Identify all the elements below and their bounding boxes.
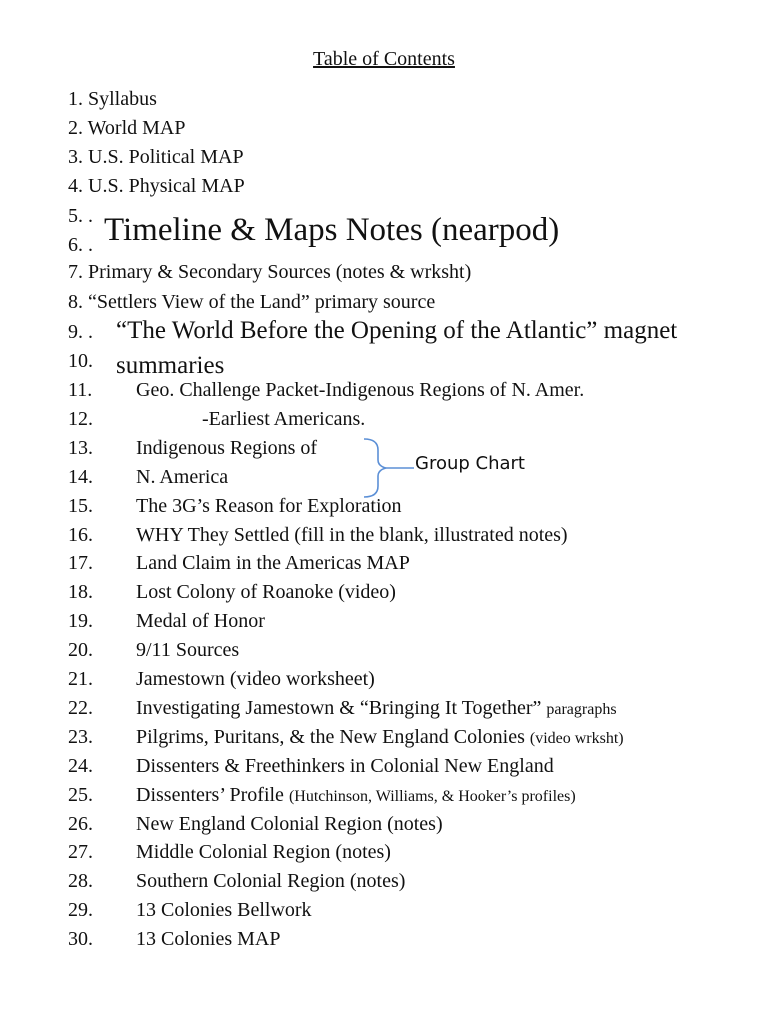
toc-entry-text: Middle Colonial Region (notes) bbox=[136, 841, 391, 863]
toc-entry-20 bbox=[136, 638, 239, 662]
toc-number-25: 25. bbox=[68, 784, 93, 806]
toc-item-6: 6. . bbox=[68, 234, 93, 256]
toc-entry-17 bbox=[136, 551, 410, 575]
toc-entry-text: Dissenters & Freethinkers in Colonial New England bbox=[136, 755, 554, 777]
toc-number-17: 17. bbox=[68, 552, 93, 574]
toc-entry-23 bbox=[136, 725, 624, 751]
toc-entry-text: Geo. Challenge Packet-Indigenous Regions of N. Amer. bbox=[136, 379, 585, 401]
toc-number-13: 13. bbox=[68, 437, 93, 459]
toc-entry-note: (Hutchinson, Williams, & Hooker’s profiles) bbox=[288, 788, 576, 805]
toc-entry-12 bbox=[202, 407, 365, 431]
toc-item-10: 10. bbox=[68, 350, 93, 372]
toc-entry-text: Investigating Jamestown & “Bringing It Together” bbox=[136, 697, 542, 719]
toc-number-19: 19. bbox=[68, 610, 93, 632]
toc-number-15: 15. bbox=[68, 495, 93, 517]
toc-number-29: 29. bbox=[68, 899, 93, 921]
toc-number-18: 18. bbox=[68, 581, 93, 603]
timeline-heading: Timeline & Maps Notes (nearpod) bbox=[104, 212, 560, 248]
toc-entry-text: New England Colonial Region (notes) bbox=[136, 813, 443, 835]
toc-entry-text: Indigenous Regions of bbox=[136, 437, 318, 459]
toc-number-12: 12. bbox=[68, 408, 93, 430]
toc-entry-note: paragraphs bbox=[546, 701, 617, 718]
toc-entry-text: Land Claim in the Americas MAP bbox=[136, 552, 410, 574]
toc-entry-14 bbox=[136, 465, 228, 489]
toc-entry-18 bbox=[136, 580, 396, 604]
toc-entry-note: (video wrksht) bbox=[529, 730, 624, 747]
toc-number-14: 14. bbox=[68, 466, 93, 488]
toc-entry-text: The 3G’s Reason for Exploration bbox=[136, 495, 402, 517]
toc-entry-text: 13 Colonies MAP bbox=[136, 928, 281, 950]
toc-number-20: 20. bbox=[68, 639, 93, 661]
toc-item-7: 7. Primary & Secondary Sources (notes & wrksht) bbox=[68, 261, 472, 283]
toc-number-23: 23. bbox=[68, 726, 93, 748]
toc-entry-text: 9/11 Sources bbox=[136, 639, 240, 661]
toc-item-5: 5. . bbox=[68, 205, 93, 227]
toc-number-30: 30. bbox=[68, 928, 93, 950]
toc-entry-text: Lost Colony of Roanoke (video) bbox=[136, 581, 396, 603]
magnet-summary-line-2: summaries bbox=[116, 352, 225, 379]
toc-entry-text: -Earliest Americans. bbox=[202, 408, 366, 430]
toc-item-9: 9. . bbox=[68, 321, 93, 343]
toc-entry-text: Southern Colonial Region (notes) bbox=[136, 870, 406, 892]
toc-number-27: 27. bbox=[68, 841, 93, 863]
curly-brace-icon bbox=[360, 436, 420, 500]
toc-item-8: 8. “Settlers View of the Land” primary source bbox=[68, 291, 436, 313]
toc-entry-text: Pilgrims, Puritans, & the New England Colonies bbox=[136, 726, 525, 748]
toc-entry-text: WHY They Settled (fill in the blank, illustrated notes) bbox=[136, 524, 568, 546]
toc-number-24: 24. bbox=[68, 755, 93, 777]
toc-entry-30 bbox=[136, 927, 280, 951]
toc-number-21: 21. bbox=[68, 668, 93, 690]
toc-number-22: 22. bbox=[68, 697, 93, 719]
toc-entry-text: 13 Colonies Bellwork bbox=[136, 899, 312, 921]
toc-entry-25 bbox=[136, 783, 576, 809]
toc-entry-16 bbox=[136, 523, 568, 547]
toc-entry-27 bbox=[136, 840, 391, 864]
toc-entry-22 bbox=[136, 696, 617, 722]
toc-number-26: 26. bbox=[68, 813, 93, 835]
toc-number-28: 28. bbox=[68, 870, 93, 892]
toc-item-1: 1. Syllabus bbox=[68, 88, 157, 110]
toc-item-2: 2. World MAP bbox=[68, 117, 186, 139]
toc-entry-text: Jamestown (video worksheet) bbox=[136, 668, 375, 690]
toc-entry-text: Dissenters’ Profile bbox=[136, 784, 284, 806]
toc-entry-26 bbox=[136, 812, 443, 836]
toc-entry-13 bbox=[136, 436, 317, 460]
toc-entry-21 bbox=[136, 667, 375, 691]
toc-item-3: 3. U.S. Political MAP bbox=[68, 146, 244, 168]
toc-entry-text: Medal of Honor bbox=[136, 610, 265, 632]
toc-entry-28 bbox=[136, 869, 405, 893]
toc-item-4: 4. U.S. Physical MAP bbox=[68, 175, 245, 197]
toc-entry-29 bbox=[136, 898, 312, 922]
magnet-summary-line-1: “The World Before the Opening of the Atlantic” magnet bbox=[116, 317, 678, 344]
toc-entry-11 bbox=[136, 378, 584, 402]
toc-entry-text: N. America bbox=[136, 466, 229, 488]
group-chart-label: Group Chart bbox=[415, 453, 525, 474]
toc-entry-24 bbox=[136, 754, 554, 778]
toc-number-16: 16. bbox=[68, 524, 93, 546]
toc-number-11: 11. bbox=[68, 379, 93, 401]
page-title: Table of Contents bbox=[313, 48, 455, 70]
toc-entry-19 bbox=[136, 609, 265, 633]
